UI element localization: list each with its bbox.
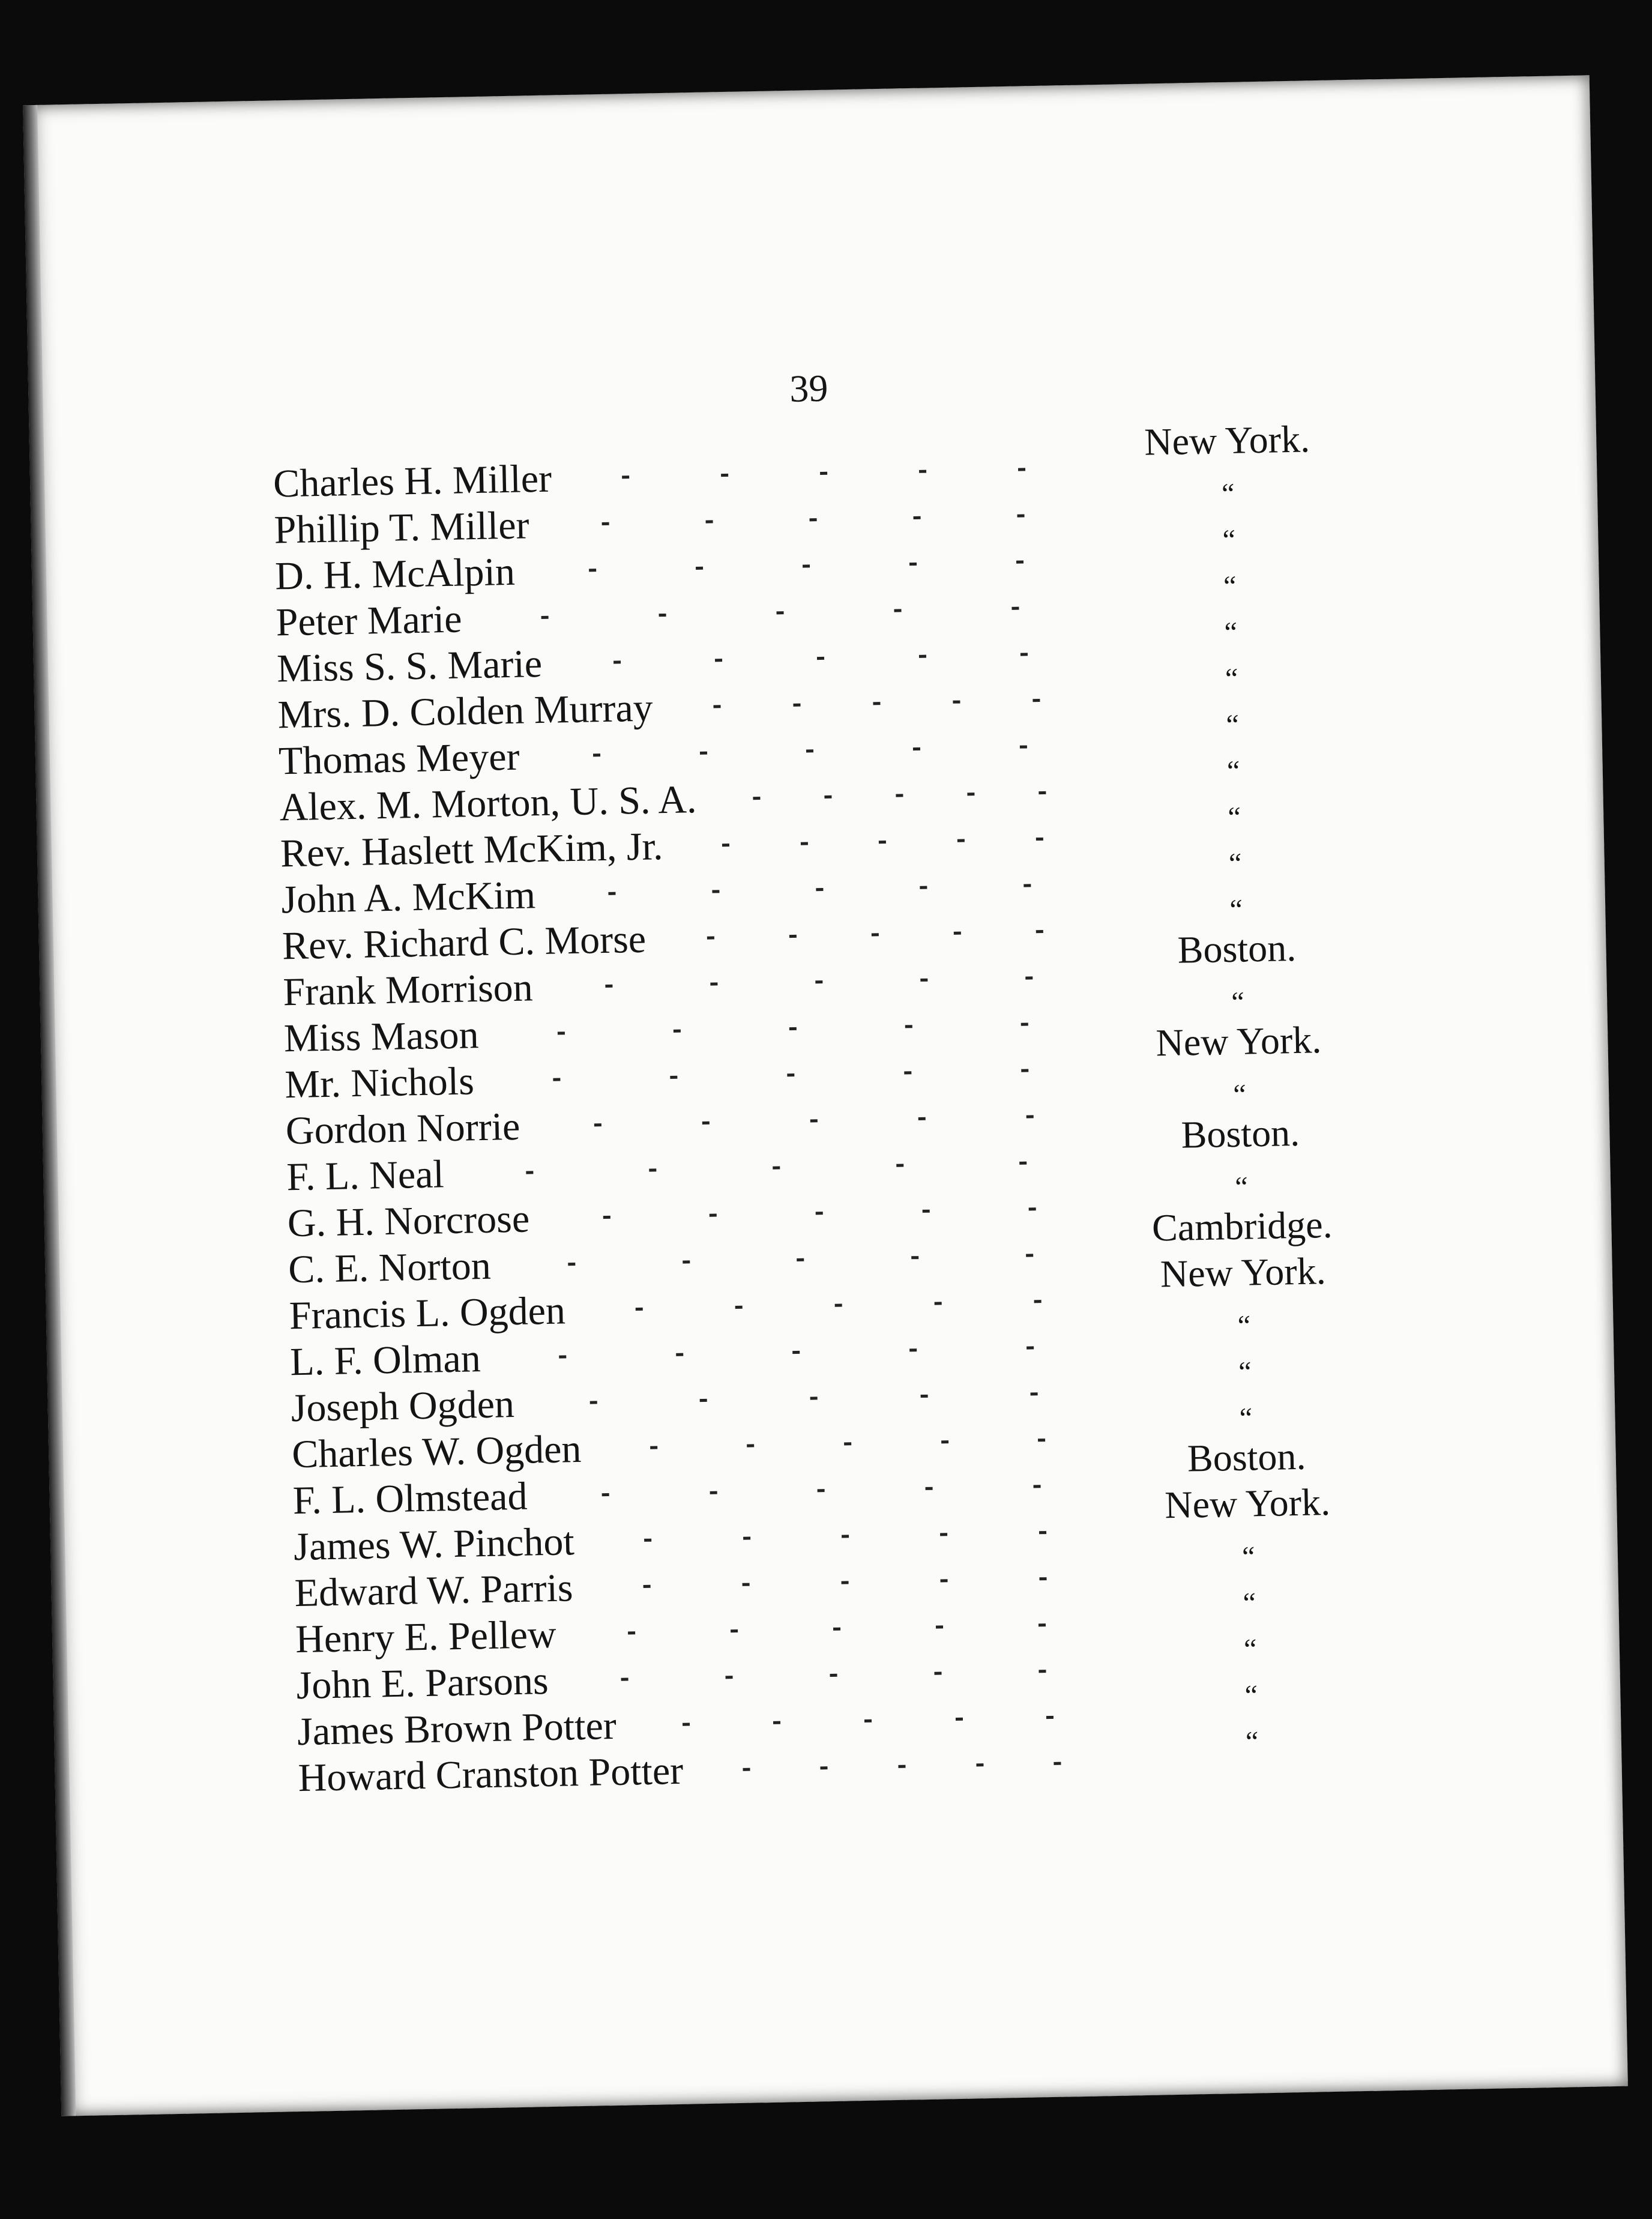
leader-dash <box>673 1030 680 1033</box>
leader-dash <box>526 1171 533 1174</box>
leader-dash <box>1032 699 1040 702</box>
leader-dash <box>1034 1485 1041 1488</box>
leader-dash <box>593 753 600 756</box>
member-name: Gordon Norrie <box>285 1104 520 1153</box>
leader-dash <box>793 1351 800 1354</box>
leader-dash <box>1031 1392 1038 1395</box>
member-name: Howard Cranston Potter <box>297 1748 684 1801</box>
leader-dash <box>835 1304 842 1307</box>
leader-dash <box>715 659 722 662</box>
member-name: Charles W. Ogden <box>291 1426 582 1477</box>
leader-dash <box>696 567 703 570</box>
leader-dash <box>670 1076 677 1079</box>
member-place: “ <box>1229 893 1243 926</box>
leader-dash <box>557 1031 564 1034</box>
leader-dash <box>1039 1670 1046 1673</box>
leader-dash <box>894 609 901 612</box>
member-place: “ <box>1225 662 1238 695</box>
leader-dash <box>842 1535 849 1538</box>
leader-dash <box>1036 930 1043 933</box>
member-name: Alex. M. Morton, U. S. A. <box>279 777 698 830</box>
leader-dash <box>1024 884 1031 887</box>
member-name: Charles H. Miller <box>273 456 552 506</box>
member-name: Edward W. Parris <box>294 1566 574 1616</box>
leader-dash <box>787 1073 794 1076</box>
leader-dash <box>1038 1439 1045 1442</box>
leader-dash <box>1026 1346 1034 1349</box>
leader-dash <box>898 1765 905 1768</box>
member-place: “ <box>1244 1679 1258 1712</box>
leader-dash <box>941 1579 948 1582</box>
leader-dash <box>1020 653 1028 656</box>
leader-dash <box>613 660 621 663</box>
member-name: Peter Marie <box>276 597 463 645</box>
dot-leaders <box>677 677 1076 731</box>
leader-dash <box>700 752 707 755</box>
leader-dash <box>793 704 800 707</box>
member-name: Joseph Ogden <box>291 1382 515 1431</box>
leader-dash <box>911 1256 918 1259</box>
leader-dash <box>913 747 920 750</box>
leader-dash <box>700 1399 707 1402</box>
leader-dash <box>841 1581 848 1584</box>
book-page <box>23 75 1628 2116</box>
member-place: “ <box>1226 755 1240 788</box>
leader-dash <box>1034 1300 1042 1303</box>
leader-dash <box>801 842 808 845</box>
leader-dash <box>1039 1623 1046 1626</box>
leader-dash <box>628 1631 635 1634</box>
leader-dash <box>742 1583 749 1586</box>
leader-dash <box>707 936 714 939</box>
member-place: New York. <box>1155 1018 1322 1064</box>
leader-dash <box>920 979 927 982</box>
member-name: Phillip T. Miller <box>274 503 530 552</box>
member-place: New York. <box>1160 1249 1327 1296</box>
member-place: “ <box>1243 1587 1256 1619</box>
leader-dash <box>606 985 613 988</box>
member-place: “ <box>1237 1309 1251 1342</box>
leader-dash <box>830 1674 837 1677</box>
member-name: Miss Mason <box>283 1013 480 1061</box>
leader-dash <box>683 1260 690 1263</box>
leader-dash <box>702 1122 710 1125</box>
leader-dash <box>594 1123 601 1126</box>
leader-dash <box>1011 607 1019 610</box>
leader-dash <box>810 1119 818 1122</box>
leader-dash <box>941 1440 948 1443</box>
member-place: “ <box>1228 847 1242 880</box>
leader-dash <box>711 982 718 985</box>
leader-dash <box>821 1766 828 1769</box>
dot-leaders <box>669 908 1081 962</box>
leader-dash <box>559 1355 567 1358</box>
member-place: “ <box>1245 1725 1259 1758</box>
leader-dash <box>797 1258 804 1261</box>
member-place: “ <box>1234 1171 1249 1203</box>
leader-dash <box>926 1487 933 1490</box>
member-place: “ <box>1222 524 1236 557</box>
leader-dash <box>956 1718 963 1721</box>
leader-dash <box>896 1164 903 1167</box>
leader-dash <box>967 792 974 796</box>
leader-dash <box>904 1071 911 1074</box>
leader-dash <box>1026 1254 1033 1257</box>
leader-dash <box>816 888 823 891</box>
member-name: James W. Pinchot <box>293 1520 575 1569</box>
leader-dash <box>676 1353 683 1356</box>
leader-dash <box>1021 1069 1028 1072</box>
member-name: L. F. Olman <box>289 1336 481 1384</box>
leader-dash <box>777 611 784 614</box>
leader-dash <box>816 1212 823 1215</box>
leader-dash <box>553 1078 560 1081</box>
leader-dash <box>833 1628 840 1631</box>
leader-dash <box>1039 1531 1046 1534</box>
leader-dash <box>1054 1762 1061 1765</box>
leader-dash <box>650 1446 657 1449</box>
leader-dash <box>705 520 713 523</box>
leader-dash <box>722 844 729 847</box>
leader-dash <box>1016 561 1023 564</box>
member-place: “ <box>1238 1356 1252 1388</box>
dot-leaders <box>720 769 1078 822</box>
leader-dash <box>809 518 816 521</box>
leader-dash <box>650 1168 657 1171</box>
leader-dash <box>934 1671 941 1674</box>
member-name: C. E. Norton <box>288 1243 492 1292</box>
leader-dash <box>940 1533 947 1536</box>
leader-dash <box>954 932 961 935</box>
leader-dash <box>589 1401 597 1404</box>
leader-dash <box>1029 1207 1036 1210</box>
page-binding-edge <box>23 105 76 2116</box>
member-name: Francis L. Ogden <box>289 1288 566 1338</box>
dot-leaders <box>707 1740 1097 1793</box>
leader-dash <box>735 1306 743 1309</box>
leader-dash <box>918 1117 926 1120</box>
leader-dash <box>601 522 609 525</box>
leader-dash <box>920 886 927 889</box>
member-name: F. L. Neal <box>286 1152 445 1200</box>
member-place: “ <box>1241 1541 1256 1573</box>
member-name: Frank Morrison <box>282 965 534 1015</box>
leader-dash <box>589 569 596 572</box>
leader-dash <box>909 1348 917 1351</box>
member-place: New York. <box>1144 417 1310 463</box>
leader-dash <box>1019 1162 1026 1165</box>
leader-dash <box>824 796 831 799</box>
member-place: “ <box>1243 1633 1257 1665</box>
member-place: Boston. <box>1187 1434 1307 1480</box>
leader-dash <box>731 1629 738 1632</box>
leader-dash <box>957 839 965 842</box>
leader-dash <box>909 563 917 566</box>
leader-dash <box>815 980 822 983</box>
member-name: Thomas Meyer <box>278 734 520 783</box>
member-name: John E. Parsons <box>296 1659 549 1708</box>
leader-dash <box>976 1763 983 1766</box>
page-number: 39 <box>789 366 829 410</box>
member-name: Miss S. S. Marie <box>276 641 543 691</box>
member-list <box>273 417 1409 1801</box>
member-name: James Brown Potter <box>297 1703 617 1754</box>
dot-leaders <box>640 1694 1096 1749</box>
leader-dash <box>712 890 719 893</box>
leader-dash <box>1036 838 1043 841</box>
member-place: “ <box>1232 1078 1247 1111</box>
member-place: New York. <box>1164 1480 1331 1527</box>
member-place: “ <box>1239 1402 1253 1434</box>
member-name: G. H. Norcrose <box>287 1197 530 1246</box>
leader-dash <box>803 564 810 567</box>
leader-dash <box>873 702 880 705</box>
leader-dash <box>710 1491 717 1494</box>
leader-dash <box>721 474 728 477</box>
leader-dash <box>541 616 549 619</box>
leader-dash <box>1046 1716 1054 1719</box>
leader-dash <box>608 892 615 895</box>
leader-dash <box>789 1027 796 1030</box>
leader-dash <box>919 655 926 658</box>
leader-dash <box>643 1585 650 1588</box>
member-name: Rev. Richard C. Morse <box>282 917 647 968</box>
member-place: “ <box>1223 570 1237 603</box>
dot-leaders <box>686 815 1079 869</box>
leader-dash <box>644 1539 651 1542</box>
member-place: “ <box>1221 477 1235 510</box>
leader-dash <box>1020 1023 1028 1026</box>
member-place: Boston. <box>1177 926 1297 971</box>
leader-dash <box>820 472 827 475</box>
leader-dash <box>905 1025 912 1028</box>
member-name: Mr. Nichols <box>284 1059 475 1107</box>
leader-dash <box>743 1768 750 1771</box>
leader-dash <box>747 1444 755 1447</box>
leader-dash <box>844 1442 851 1445</box>
leader-dash <box>896 794 903 797</box>
leader-dash <box>818 1489 825 1492</box>
leader-dash <box>602 1493 609 1496</box>
member-place: “ <box>1228 801 1241 834</box>
leader-dash <box>920 1395 927 1398</box>
leader-dash <box>1025 976 1032 979</box>
member-name: F. L. Olmstead <box>292 1474 528 1523</box>
leader-dash <box>864 1719 872 1722</box>
member-place: “ <box>1224 616 1238 649</box>
member-name: Mrs. D. Colden Murray <box>277 686 654 737</box>
leader-dash <box>1020 745 1027 748</box>
leader-dash <box>919 470 926 473</box>
leader-dash <box>936 1625 943 1628</box>
leader-dash <box>923 1210 930 1213</box>
leader-dash <box>1017 514 1024 517</box>
leader-dash <box>810 1396 818 1399</box>
member-name: Henry E. Pellew <box>295 1612 557 1662</box>
leader-dash <box>1018 468 1025 471</box>
leader-dash <box>789 935 797 938</box>
leader-dash <box>773 1166 780 1169</box>
member-place: Boston. <box>1180 1111 1300 1156</box>
member-name: D. H. McAlpin <box>274 549 516 599</box>
leader-dash <box>1040 1577 1047 1580</box>
leader-dash <box>603 1216 610 1219</box>
leader-dash <box>913 516 920 519</box>
leader-dash <box>1039 791 1046 794</box>
leader-dash <box>935 1302 942 1305</box>
leader-dash <box>726 1676 733 1679</box>
member-name: John A. McKim <box>280 873 536 922</box>
leader-dash <box>621 1677 629 1680</box>
member-place: Cambridge. <box>1151 1203 1333 1249</box>
member-place: “ <box>1231 986 1245 1018</box>
leader-dash <box>743 1537 750 1540</box>
leader-dash <box>636 1308 643 1311</box>
leader-dash <box>753 797 760 800</box>
leader-dash <box>817 657 824 660</box>
leader-dash <box>806 749 813 752</box>
leader-dash <box>953 701 960 704</box>
member-place: “ <box>1226 708 1240 741</box>
leader-dash <box>710 1214 717 1217</box>
member-name: Rev. Haslett McKim, Jr. <box>280 824 663 876</box>
leader-dash <box>1026 1115 1034 1118</box>
leader-dash <box>872 933 879 936</box>
leader-dash <box>713 705 720 708</box>
leader-dash <box>659 614 666 617</box>
leader-dash <box>568 1263 576 1266</box>
leader-dash <box>622 476 629 479</box>
leader-dash <box>683 1723 690 1726</box>
leader-dash <box>879 841 886 844</box>
leader-dash <box>773 1721 780 1724</box>
